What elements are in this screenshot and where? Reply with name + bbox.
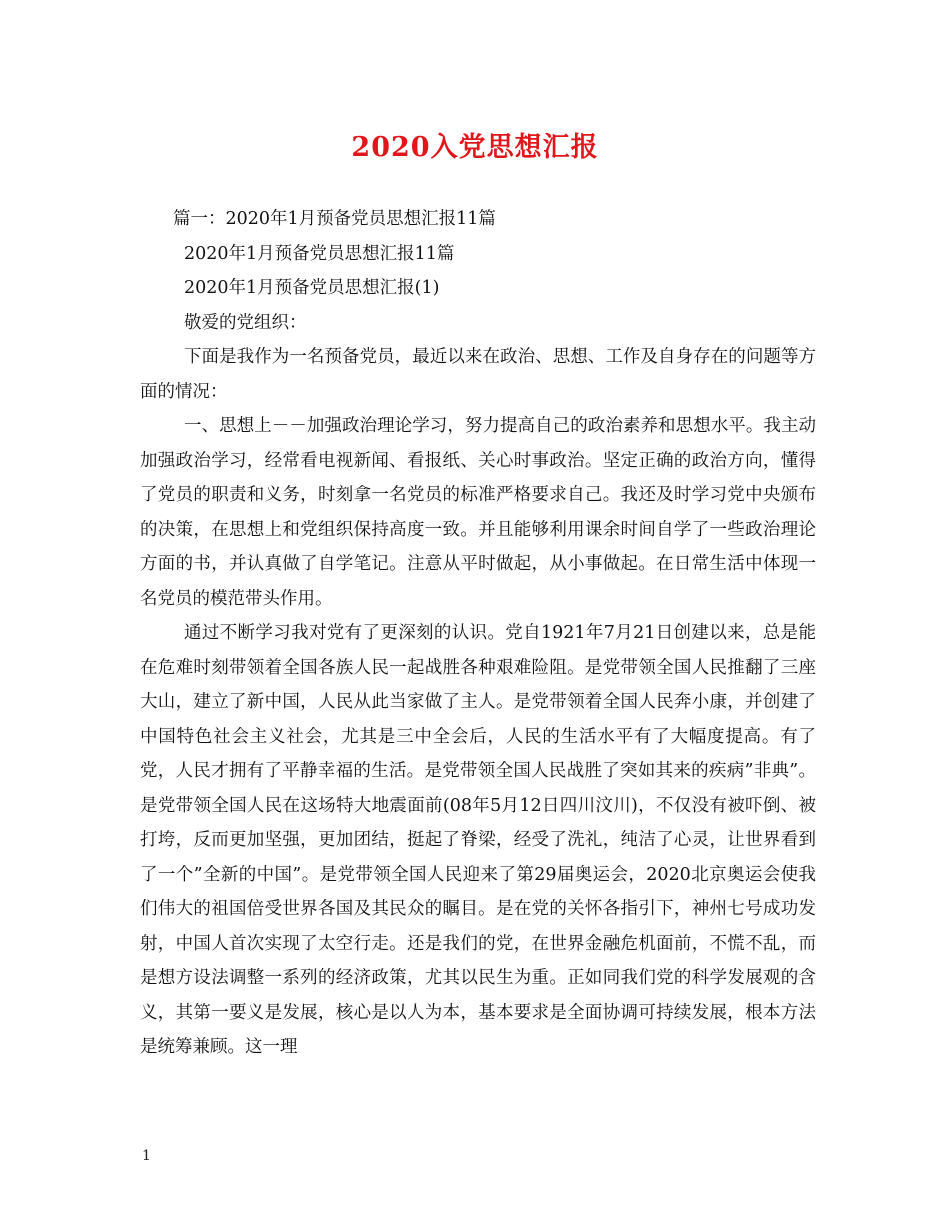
document-title: 2020入党思想汇报	[351, 132, 599, 163]
body-paragraph: 通过不断学习我对党有了更深刻的认识。党自1921年7月21日创建以来，总是能在危难时刻带领着全国各族人民一起战胜各种艰难险阻。是党带领全国人民推翻了三座大山，建立了新中国，人民从此当家做了主人。是党带领着全国人民奔小康，并创建了中国特色社会主义社会，尤其是三中全会后，人民的生活水平有了大幅度提高。有了党，人民才拥有了平静幸福的生活。是党带领全国人民战胜了突如其来的疾病”非典”。是党带领全国人民在这场特大地震面前(08年5月12日四川汶川)，不仅没有被吓倒、被打垮，反而更加坚强，更加团结，挺起了脊梁，经受了洗礼，纯洁了心灵，让世界看到了一个”全新的中国”。是党带领全国人民迎来了第29届奥运会，2020北京奥运会使我们伟大的祖国倍受世界各国及其民众的瞩目。是在党的关怀各指引下，神州七号成功发射，中国人首次实现了太空行走。还是我们的党，在世界金融危机面前，不慌不乱，而是想方设法调整一系列的经济政策，尤其以民生为重。正如同我们党的科学发展观的含义，其第一要义是发展，核心是以人为本，基本要求是全面协调可持续发展，根本方法是统筹兼顾。这一理	[140, 623, 816, 1057]
page-number: 1	[142, 1148, 151, 1164]
sub-heading: 2020年1月预备党员思想汇报11篇	[184, 243, 455, 264]
document-body	[140, 202, 816, 1065]
body-paragraph: 一、思想上－－加强政治理论学习，努力提高自己的政治素养和思想水平。我主动加强政治学习，经常看电视新闻、看报纸、关心时事政治。坚定正确的政治方向，懂得了党员的职责和义务，时刻拿一名党员的标准严格要求自己。我还及时学习党中央颁布的决策，在思想上和党组织保持高度一致。并且能够利用课余时间自学了一些政治理论方面的书，并认真做了自学笔记。注意从平时做起，从小事做起。在日常生活中体现一名党员的模范带头作用。	[140, 416, 816, 609]
salutation: 敬爱的党组织：	[184, 312, 307, 333]
body-paragraph: 下面是我作为一名预备党员，最近以来在政治、思想、工作及自身存在的问题等方面的情况：	[140, 347, 816, 402]
section-heading: 篇一：2020年1月预备党员思想汇报11篇	[173, 209, 496, 229]
sub-heading-detail: 2020年1月预备党员思想汇报(1)	[184, 278, 440, 298]
